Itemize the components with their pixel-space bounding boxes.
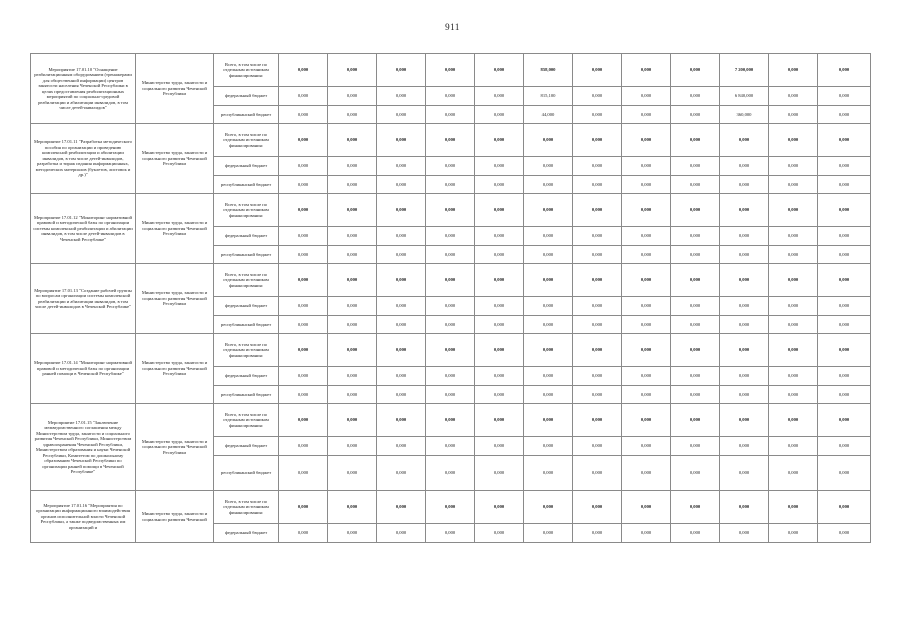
amount-cell: 0,000 xyxy=(818,456,871,491)
amount-cell: 0,000 xyxy=(671,124,720,157)
amount-cell: 0,000 xyxy=(377,106,426,124)
funding-source-label: Всего, в том числе по отдельным источникам финансирования: xyxy=(214,334,279,367)
amount-cell: 0,000 xyxy=(328,176,377,194)
amount-cell: 0,000 xyxy=(818,54,871,87)
amount-cell: 0,000 xyxy=(279,87,328,106)
amount-cell: 0,000 xyxy=(573,246,622,264)
table-row xyxy=(31,194,871,227)
table-row xyxy=(31,404,871,437)
amount-cell: 0,000 xyxy=(818,106,871,124)
amount-cell: 0,000 xyxy=(671,524,720,543)
amount-cell: 0,000 xyxy=(475,367,524,386)
amount-cell: 0,000 xyxy=(426,334,475,367)
executor-cell: Министерство труда, занятости и социального развития Чеченской Республики xyxy=(136,194,214,264)
funding-source-label: федеральный бюджет xyxy=(214,367,279,386)
amount-cell: 815,100 xyxy=(524,87,573,106)
funding-source-label: федеральный бюджет xyxy=(214,157,279,176)
table-row xyxy=(31,334,871,367)
amount-cell: 0,000 xyxy=(279,386,328,404)
amount-cell: 0,000 xyxy=(328,524,377,543)
amount-cell: 0,000 xyxy=(769,87,818,106)
amount-cell: 0,000 xyxy=(622,176,671,194)
amount-cell: 0,000 xyxy=(475,227,524,246)
amount-cell: 0,000 xyxy=(720,264,769,297)
executor-cell: Министерство труда, занятости и социального развития Чеченской Республики xyxy=(136,334,214,404)
amount-cell: 0,000 xyxy=(475,334,524,367)
amount-cell: 0,000 xyxy=(671,316,720,334)
amount-cell: 0,000 xyxy=(818,124,871,157)
amount-cell: 0,000 xyxy=(328,297,377,316)
executor-cell: Министерство труда, занятости и социального развития Чеченской xyxy=(136,491,214,543)
amount-cell: 0,000 xyxy=(524,316,573,334)
amount-cell: 0,000 xyxy=(818,194,871,227)
amount-cell: 0,000 xyxy=(769,227,818,246)
amount-cell: 0,000 xyxy=(720,124,769,157)
amount-cell: 0,000 xyxy=(622,297,671,316)
amount-cell: 0,000 xyxy=(622,316,671,334)
amount-cell: 0,000 xyxy=(720,176,769,194)
event-description: Мероприятие 17.01.15 "Заключение межведомственного соглашения между Министерством труда, занятости и социального развития Чеченской Республики, Министерством здравоохранения Чеченской Республики, Министерством образования и науки Чеченской Республики, Комитетом по дошкольному образованию Чеченской Республики по организации ранней помощи в Чеченской Республике" xyxy=(31,404,136,491)
amount-cell: 0,000 xyxy=(377,87,426,106)
amount-cell: 0,000 xyxy=(573,297,622,316)
amount-cell: 0,000 xyxy=(328,386,377,404)
funding-source-label: федеральный бюджет xyxy=(214,297,279,316)
table-row xyxy=(31,264,871,297)
amount-cell: 0,000 xyxy=(573,367,622,386)
amount-cell: 0,000 xyxy=(573,54,622,87)
amount-cell: 0,000 xyxy=(769,176,818,194)
amount-cell: 0,000 xyxy=(377,246,426,264)
amount-cell: 0,000 xyxy=(818,227,871,246)
amount-cell: 0,000 xyxy=(671,194,720,227)
amount-cell: 0,000 xyxy=(769,246,818,264)
amount-cell: 858,000 xyxy=(524,54,573,87)
amount-cell: 0,000 xyxy=(720,367,769,386)
amount-cell: 0,000 xyxy=(475,316,524,334)
amount-cell: 0,000 xyxy=(328,246,377,264)
amount-cell: 0,000 xyxy=(377,124,426,157)
amount-cell: 0,000 xyxy=(573,227,622,246)
amount-cell: 0,000 xyxy=(426,157,475,176)
amount-cell: 0,000 xyxy=(426,194,475,227)
amount-cell: 0,000 xyxy=(769,386,818,404)
amount-cell: 0,000 xyxy=(475,386,524,404)
amount-cell: 0,000 xyxy=(475,176,524,194)
amount-cell: 0,000 xyxy=(671,264,720,297)
amount-cell: 0,000 xyxy=(622,386,671,404)
amount-cell: 0,000 xyxy=(328,87,377,106)
amount-cell: 0,000 xyxy=(279,194,328,227)
amount-cell: 0,000 xyxy=(426,106,475,124)
amount-cell: 0,000 xyxy=(524,176,573,194)
amount-cell: 0,000 xyxy=(573,404,622,437)
event-description: Мероприятие 17.01.10 "Оснащение реабилитационным оборудованием (тренажерами для общественной информации) центров занятости населения Чеченской Республики в целях предоставления реабилитационных мероприятий по социально-средовой реабилитации и абилитации инвалидов, в том числе детей-инвалидов" xyxy=(31,54,136,124)
amount-cell: 0,000 xyxy=(671,176,720,194)
funding-source-label: республиканский бюджет xyxy=(214,176,279,194)
amount-cell: 0,000 xyxy=(769,124,818,157)
amount-cell: 0,000 xyxy=(475,87,524,106)
amount-cell: 0,000 xyxy=(328,227,377,246)
amount-cell: 0,000 xyxy=(524,246,573,264)
amount-cell: 0,000 xyxy=(328,437,377,456)
amount-cell: 0,000 xyxy=(622,106,671,124)
amount-cell: 0,000 xyxy=(818,491,871,524)
funding-source-label: Всего, в том числе по отдельным источникам финансирования: xyxy=(214,264,279,297)
amount-cell: 0,000 xyxy=(377,456,426,491)
amount-cell: 0,000 xyxy=(377,264,426,297)
amount-cell: 0,000 xyxy=(769,54,818,87)
executor-cell: Министерство труда, занятости и социального развития Чеченской Республики xyxy=(136,54,214,124)
funding-source-label: республиканский бюджет xyxy=(214,386,279,404)
funding-source-label: Всего, в том числе по отдельным источникам финансирования: xyxy=(214,491,279,524)
amount-cell: 0,000 xyxy=(475,297,524,316)
amount-cell: 0,000 xyxy=(377,157,426,176)
amount-cell: 0,000 xyxy=(720,297,769,316)
amount-cell: 0,000 xyxy=(279,264,328,297)
amount-cell: 0,000 xyxy=(818,386,871,404)
amount-cell: 0,000 xyxy=(573,456,622,491)
amount-cell: 0,000 xyxy=(377,367,426,386)
amount-cell: 0,000 xyxy=(720,404,769,437)
amount-cell: 0,000 xyxy=(818,316,871,334)
amount-cell: 0,000 xyxy=(377,176,426,194)
amount-cell: 0,000 xyxy=(377,386,426,404)
amount-cell: 0,000 xyxy=(279,124,328,157)
amount-cell: 0,000 xyxy=(524,227,573,246)
amount-cell: 0,000 xyxy=(475,491,524,524)
amount-cell: 0,000 xyxy=(524,264,573,297)
amount-cell: 360,000 xyxy=(720,106,769,124)
amount-cell: 0,000 xyxy=(328,367,377,386)
amount-cell: 0,000 xyxy=(720,524,769,543)
event-description: Мероприятие 17.01.12 "Мониторинг нормативной правовой и методической базы по организации системы комплексной реабилитации и абилитации инвалидов, в том числе детей-инвалидов в Чеченской Республике" xyxy=(31,194,136,264)
amount-cell: 0,000 xyxy=(720,334,769,367)
amount-cell: 0,000 xyxy=(426,524,475,543)
executor-cell: Министерство труда, занятости и социального развития Чеченской Республики xyxy=(136,124,214,194)
amount-cell: 0,000 xyxy=(475,124,524,157)
table-row xyxy=(31,491,871,524)
amount-cell: 0,000 xyxy=(426,437,475,456)
amount-cell: 0,000 xyxy=(524,404,573,437)
funding-source-label: федеральный бюджет xyxy=(214,227,279,246)
amount-cell: 0,000 xyxy=(818,334,871,367)
amount-cell: 0,000 xyxy=(524,367,573,386)
funding-source-label: федеральный бюджет xyxy=(214,524,279,543)
page-number: 911 xyxy=(445,22,460,32)
amount-cell: 0,000 xyxy=(573,124,622,157)
amount-cell: 0,000 xyxy=(475,264,524,297)
amount-cell: 0,000 xyxy=(622,246,671,264)
amount-cell: 0,000 xyxy=(769,491,818,524)
amount-cell: 0,000 xyxy=(573,157,622,176)
amount-cell: 0,000 xyxy=(622,524,671,543)
amount-cell: 0,000 xyxy=(769,334,818,367)
amount-cell: 0,000 xyxy=(475,106,524,124)
amount-cell: 0,000 xyxy=(328,194,377,227)
amount-cell: 0,000 xyxy=(328,54,377,87)
amount-cell: 0,000 xyxy=(426,264,475,297)
amount-cell: 0,000 xyxy=(720,227,769,246)
event-description: Мероприятие 17.01.11 "Разработка методического пособия по организации и проведению комплексной реабилитации и абилитации инвалидов, в том числе детей-инвалидов, разработка и тираж издания информационных, методических материалов (буклетов, листовок и др.)" xyxy=(31,124,136,194)
amount-cell: 0,000 xyxy=(426,246,475,264)
amount-cell: 0,000 xyxy=(769,297,818,316)
amount-cell: 44,000 xyxy=(524,106,573,124)
amount-cell: 0,000 xyxy=(769,316,818,334)
executor-cell: Министерство труда, занятости и социального развития Чеченской Республики xyxy=(136,264,214,334)
amount-cell: 0,000 xyxy=(720,316,769,334)
amount-cell: 0,000 xyxy=(622,227,671,246)
amount-cell: 0,000 xyxy=(279,334,328,367)
amount-cell: 0,000 xyxy=(328,106,377,124)
amount-cell: 0,000 xyxy=(720,194,769,227)
amount-cell: 0,000 xyxy=(818,297,871,316)
amount-cell: 0,000 xyxy=(671,491,720,524)
amount-cell: 0,000 xyxy=(818,264,871,297)
amount-cell: 0,000 xyxy=(818,176,871,194)
amount-cell: 0,000 xyxy=(622,157,671,176)
funding-source-label: Всего, в том числе по отдельным источникам финансирования: xyxy=(214,194,279,227)
funding-source-label: республиканский бюджет xyxy=(214,106,279,124)
amount-cell: 0,000 xyxy=(279,404,328,437)
funding-source-label: Всего, в том числе по отдельным источникам финансирования: xyxy=(214,124,279,157)
amount-cell: 0,000 xyxy=(671,227,720,246)
funding-source-label: Всего, в том числе по отдельным источникам финансирования: xyxy=(214,404,279,437)
amount-cell: 0,000 xyxy=(720,437,769,456)
amount-cell: 0,000 xyxy=(524,491,573,524)
amount-cell: 0,000 xyxy=(622,437,671,456)
amount-cell: 0,000 xyxy=(328,404,377,437)
amount-cell: 0,000 xyxy=(769,106,818,124)
amount-cell: 0,000 xyxy=(328,456,377,491)
amount-cell: 0,000 xyxy=(377,437,426,456)
amount-cell: 0,000 xyxy=(769,264,818,297)
amount-cell: 0,000 xyxy=(279,437,328,456)
amount-cell: 0,000 xyxy=(622,367,671,386)
amount-cell: 0,000 xyxy=(818,404,871,437)
amount-cell: 0,000 xyxy=(475,157,524,176)
amount-cell: 0,000 xyxy=(524,524,573,543)
amount-cell: 0,000 xyxy=(279,456,328,491)
amount-cell: 0,000 xyxy=(426,491,475,524)
funding-source-label: федеральный бюджет xyxy=(214,437,279,456)
amount-cell: 0,000 xyxy=(475,246,524,264)
funding-source-label: республиканский бюджет xyxy=(214,456,279,491)
amount-cell: 0,000 xyxy=(769,367,818,386)
amount-cell: 0,000 xyxy=(769,456,818,491)
amount-cell: 0,000 xyxy=(475,194,524,227)
funding-source-label: федеральный бюджет xyxy=(214,87,279,106)
amount-cell: 0,000 xyxy=(671,367,720,386)
amount-cell: 0,000 xyxy=(573,386,622,404)
amount-cell: 0,000 xyxy=(475,404,524,437)
amount-cell: 0,000 xyxy=(426,456,475,491)
amount-cell: 0,000 xyxy=(573,194,622,227)
amount-cell: 0,000 xyxy=(426,316,475,334)
amount-cell: 0,000 xyxy=(377,524,426,543)
amount-cell: 0,000 xyxy=(622,334,671,367)
amount-cell: 0,000 xyxy=(671,297,720,316)
amount-cell: 0,000 xyxy=(279,297,328,316)
table-row xyxy=(31,124,871,157)
amount-cell: 0,000 xyxy=(573,106,622,124)
amount-cell: 0,000 xyxy=(671,404,720,437)
amount-cell: 0,000 xyxy=(720,246,769,264)
amount-cell: 0,000 xyxy=(573,87,622,106)
amount-cell: 7 200,000 xyxy=(720,54,769,87)
amount-cell: 0,000 xyxy=(622,194,671,227)
amount-cell: 0,000 xyxy=(524,124,573,157)
amount-cell: 0,000 xyxy=(279,491,328,524)
amount-cell: 0,000 xyxy=(524,386,573,404)
amount-cell: 0,000 xyxy=(573,176,622,194)
amount-cell: 0,000 xyxy=(377,297,426,316)
amount-cell: 0,000 xyxy=(671,437,720,456)
amount-cell: 0,000 xyxy=(769,157,818,176)
amount-cell: 0,000 xyxy=(377,194,426,227)
table-body xyxy=(31,54,871,543)
amount-cell: 0,000 xyxy=(573,524,622,543)
amount-cell: 0,000 xyxy=(524,456,573,491)
amount-cell: 0,000 xyxy=(671,246,720,264)
amount-cell: 0,000 xyxy=(671,334,720,367)
amount-cell: 0,000 xyxy=(524,334,573,367)
amount-cell: 0,000 xyxy=(818,246,871,264)
amount-cell: 0,000 xyxy=(818,367,871,386)
amount-cell: 0,000 xyxy=(573,264,622,297)
amount-cell: 0,000 xyxy=(622,124,671,157)
amount-cell: 0,000 xyxy=(279,157,328,176)
amount-cell: 0,000 xyxy=(328,334,377,367)
amount-cell: 0,000 xyxy=(818,524,871,543)
amount-cell: 0,000 xyxy=(279,246,328,264)
amount-cell: 0,000 xyxy=(573,334,622,367)
amount-cell: 0,000 xyxy=(524,194,573,227)
amount-cell: 0,000 xyxy=(720,157,769,176)
amount-cell: 0,000 xyxy=(671,54,720,87)
amount-cell: 0,000 xyxy=(671,87,720,106)
amount-cell: 0,000 xyxy=(475,54,524,87)
executor-cell: Министерство труда, занятости и социального развития Чеченской Республики xyxy=(136,404,214,491)
funding-source-label: республиканский бюджет xyxy=(214,316,279,334)
amount-cell: 0,000 xyxy=(573,491,622,524)
amount-cell: 0,000 xyxy=(426,124,475,157)
table-row xyxy=(31,54,871,87)
amount-cell: 6 840,000 xyxy=(720,87,769,106)
amount-cell: 0,000 xyxy=(622,491,671,524)
amount-cell: 0,000 xyxy=(671,106,720,124)
amount-cell: 0,000 xyxy=(671,386,720,404)
amount-cell: 0,000 xyxy=(720,386,769,404)
amount-cell: 0,000 xyxy=(279,227,328,246)
amount-cell: 0,000 xyxy=(573,316,622,334)
amount-cell: 0,000 xyxy=(524,437,573,456)
amount-cell: 0,000 xyxy=(818,87,871,106)
amount-cell: 0,000 xyxy=(426,176,475,194)
amount-cell: 0,000 xyxy=(279,176,328,194)
funding-source-label: республиканский бюджет xyxy=(214,246,279,264)
amount-cell: 0,000 xyxy=(524,157,573,176)
amount-cell: 0,000 xyxy=(769,437,818,456)
amount-cell: 0,000 xyxy=(475,456,524,491)
amount-cell: 0,000 xyxy=(279,524,328,543)
amount-cell: 0,000 xyxy=(426,404,475,437)
amount-cell: 0,000 xyxy=(328,124,377,157)
amount-cell: 0,000 xyxy=(279,367,328,386)
event-description: Мероприятие 17.01.13 "Создание рабочей группы по вопросам организации системы комплексной реабилитации и абилитации инвалидов, в том числе детей-инвалидов в Чеченской Республике" xyxy=(31,264,136,334)
amount-cell: 0,000 xyxy=(720,491,769,524)
amount-cell: 0,000 xyxy=(377,404,426,437)
amount-cell: 0,000 xyxy=(328,157,377,176)
amount-cell: 0,000 xyxy=(671,456,720,491)
amount-cell: 0,000 xyxy=(426,386,475,404)
amount-cell: 0,000 xyxy=(377,491,426,524)
amount-cell: 0,000 xyxy=(769,404,818,437)
amount-cell: 0,000 xyxy=(279,54,328,87)
amount-cell: 0,000 xyxy=(573,437,622,456)
amount-cell: 0,000 xyxy=(622,54,671,87)
event-description: Мероприятие 17.01.16 "Мероприятия по организации информационного взаимодействия органов исполнительной власти Чеченской Республики, а также подведомственных им организаций и xyxy=(31,491,136,543)
amount-cell: 0,000 xyxy=(818,157,871,176)
amount-cell: 0,000 xyxy=(475,524,524,543)
amount-cell: 0,000 xyxy=(328,264,377,297)
amount-cell: 0,000 xyxy=(426,54,475,87)
amount-cell: 0,000 xyxy=(622,87,671,106)
event-description: Мероприятие 17.01.14 "Мониторинг нормативной правовой и методической базы по организации ранней помощи в Чеченской Республике" xyxy=(31,334,136,404)
amount-cell: 0,000 xyxy=(279,106,328,124)
amount-cell: 0,000 xyxy=(622,456,671,491)
amount-cell: 0,000 xyxy=(671,157,720,176)
amount-cell: 0,000 xyxy=(524,297,573,316)
amount-cell: 0,000 xyxy=(426,227,475,246)
amount-cell: 0,000 xyxy=(328,316,377,334)
amount-cell: 0,000 xyxy=(426,297,475,316)
amount-cell: 0,000 xyxy=(769,194,818,227)
amount-cell: 0,000 xyxy=(377,227,426,246)
amount-cell: 0,000 xyxy=(475,437,524,456)
amount-cell: 0,000 xyxy=(328,491,377,524)
amount-cell: 0,000 xyxy=(426,87,475,106)
financing-table xyxy=(30,53,871,543)
funding-source-label: Всего, в том числе по отдельным источникам финансирования: xyxy=(214,54,279,87)
amount-cell: 0,000 xyxy=(426,367,475,386)
amount-cell: 0,000 xyxy=(377,334,426,367)
amount-cell: 0,000 xyxy=(769,524,818,543)
amount-cell: 0,000 xyxy=(377,54,426,87)
amount-cell: 0,000 xyxy=(377,316,426,334)
amount-cell: 0,000 xyxy=(622,264,671,297)
amount-cell: 0,000 xyxy=(720,456,769,491)
amount-cell: 0,000 xyxy=(622,404,671,437)
amount-cell: 0,000 xyxy=(279,316,328,334)
amount-cell: 0,000 xyxy=(818,437,871,456)
